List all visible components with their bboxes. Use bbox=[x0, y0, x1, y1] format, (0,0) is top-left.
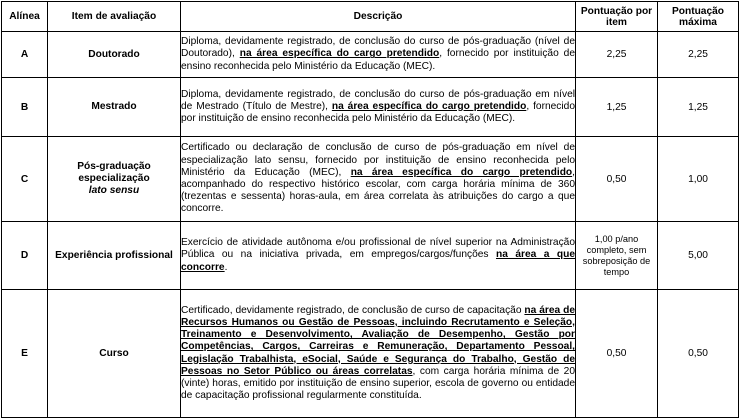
row-alinea: C bbox=[2, 137, 48, 222]
header-pontuacao-item: Pontuação por item bbox=[576, 2, 658, 32]
description-highlight: na área específica do cargo pretendido bbox=[350, 166, 573, 178]
description-text: Diploma, devidamente registrado, de conclusão do curso de pós-graduação em nível de Mestrado (Título de Mestre), bbox=[181, 88, 575, 112]
description-text: Diploma, devidamente registrado, de conclusão do curso de pós-graduação (nível de Doutorado), bbox=[181, 36, 575, 60]
row-pontuacao-item: 2,25 bbox=[576, 32, 658, 78]
header-descricao: Descrição bbox=[181, 2, 576, 32]
row-pontuacao-maxima: 1,00 bbox=[658, 137, 739, 222]
row-alinea: E bbox=[2, 290, 48, 418]
row-pontuacao-maxima: 2,25 bbox=[658, 32, 739, 78]
row-description bbox=[181, 32, 576, 78]
row-pontuacao-item: 1,00 p/ano completo, sem sobreposição de tempo bbox=[576, 222, 658, 290]
row-pontuacao-maxima: 0,50 bbox=[658, 290, 739, 418]
row-alinea: B bbox=[2, 78, 48, 137]
row-pontuacao-item: 0,50 bbox=[576, 290, 658, 418]
item-line: lato sensu bbox=[88, 185, 140, 196]
table-row bbox=[2, 32, 739, 78]
description-highlight: na área específica do cargo pretendido bbox=[331, 100, 527, 112]
row-description bbox=[181, 78, 576, 137]
row-pontuacao-maxima: 1,25 bbox=[658, 78, 739, 137]
header-alinea: Alínea bbox=[2, 2, 48, 32]
table-row bbox=[2, 290, 739, 418]
description-highlight: na área específica do cargo pretendido bbox=[239, 48, 440, 60]
row-item: Doutorado bbox=[48, 32, 181, 78]
description-text: Exercício de atividade autônoma e/ou profissional de nível superior na Administração Pública ou na iniciativa privada, em empregos/cargos/funções bbox=[181, 237, 575, 261]
row-item: Experiência profissional bbox=[48, 222, 181, 290]
row-description bbox=[181, 222, 576, 290]
description-text: . bbox=[224, 261, 228, 273]
table-row bbox=[2, 78, 739, 137]
evaluation-table bbox=[1, 1, 739, 418]
row-description bbox=[181, 290, 576, 418]
description-highlight: na área a que concorre bbox=[181, 249, 575, 273]
description-text: Certificado ou declaração de conclusão de curso de pós-graduação em nível de especialização lato sensu, fornecido por instituição de ensino reconhecida pelo Ministério da Educação (MEC), bbox=[181, 142, 575, 178]
description-text: , acompanhado do respectivo histórico escolar, com carga horária mínima de 360 (trezentas e sessenta) horas-aula, em área correlata às atribuições do cargo a que concorre. bbox=[181, 166, 575, 215]
description-text: , fornecido por instituição de ensino reconhecida pelo Ministério da Educação (MEC). bbox=[181, 48, 575, 72]
row-item: Mestrado bbox=[48, 78, 181, 137]
description-text: , fornecido por instituição de ensino reconhecida pelo Ministério da Educação (MEC). bbox=[181, 100, 575, 125]
item-line: especialização bbox=[78, 173, 150, 184]
table-header-row bbox=[2, 2, 739, 32]
row-alinea: D bbox=[2, 222, 48, 290]
description-highlight: na área de Recursos Humanos ou Gestão de Pessoas, incluindo Recrutamento e Seleção, Treinamento e Desenvolvimento, Avaliação de Desempenho, Gestão por Competências, Cargos, Carreiras e Remuneração, Departamento Pessoal, Legislação Trabalhista, eSocial, Saúde e Segurança do Trabalho, Gestão de Pessoas no Setor Público ou áreas correlatas bbox=[181, 304, 575, 377]
row-alinea: A bbox=[2, 32, 48, 78]
row-pontuacao-item: 0,50 bbox=[576, 137, 658, 222]
table-row bbox=[2, 137, 739, 222]
description-text: , com carga horária mínima de 20 (vinte) horas, emitido por instituição de ensino superior, escola de governo ou entidade de capacitação profissional regularmente constituída. bbox=[181, 365, 575, 402]
item-line: Pós-graduação bbox=[77, 161, 151, 172]
table-row bbox=[2, 222, 739, 290]
row-description bbox=[181, 137, 576, 222]
row-item: Curso bbox=[48, 290, 181, 418]
row-pontuacao-maxima: 5,00 bbox=[658, 222, 739, 290]
description-text: Certificado, devidamente registrado, de conclusão de curso de capacitação bbox=[181, 304, 525, 316]
header-pontuacao-maxima: Pontuação máxima bbox=[658, 2, 739, 32]
row-pontuacao-item: 1,25 bbox=[576, 78, 658, 137]
row-item bbox=[48, 137, 181, 222]
header-item: Item de avaliação bbox=[48, 2, 181, 32]
